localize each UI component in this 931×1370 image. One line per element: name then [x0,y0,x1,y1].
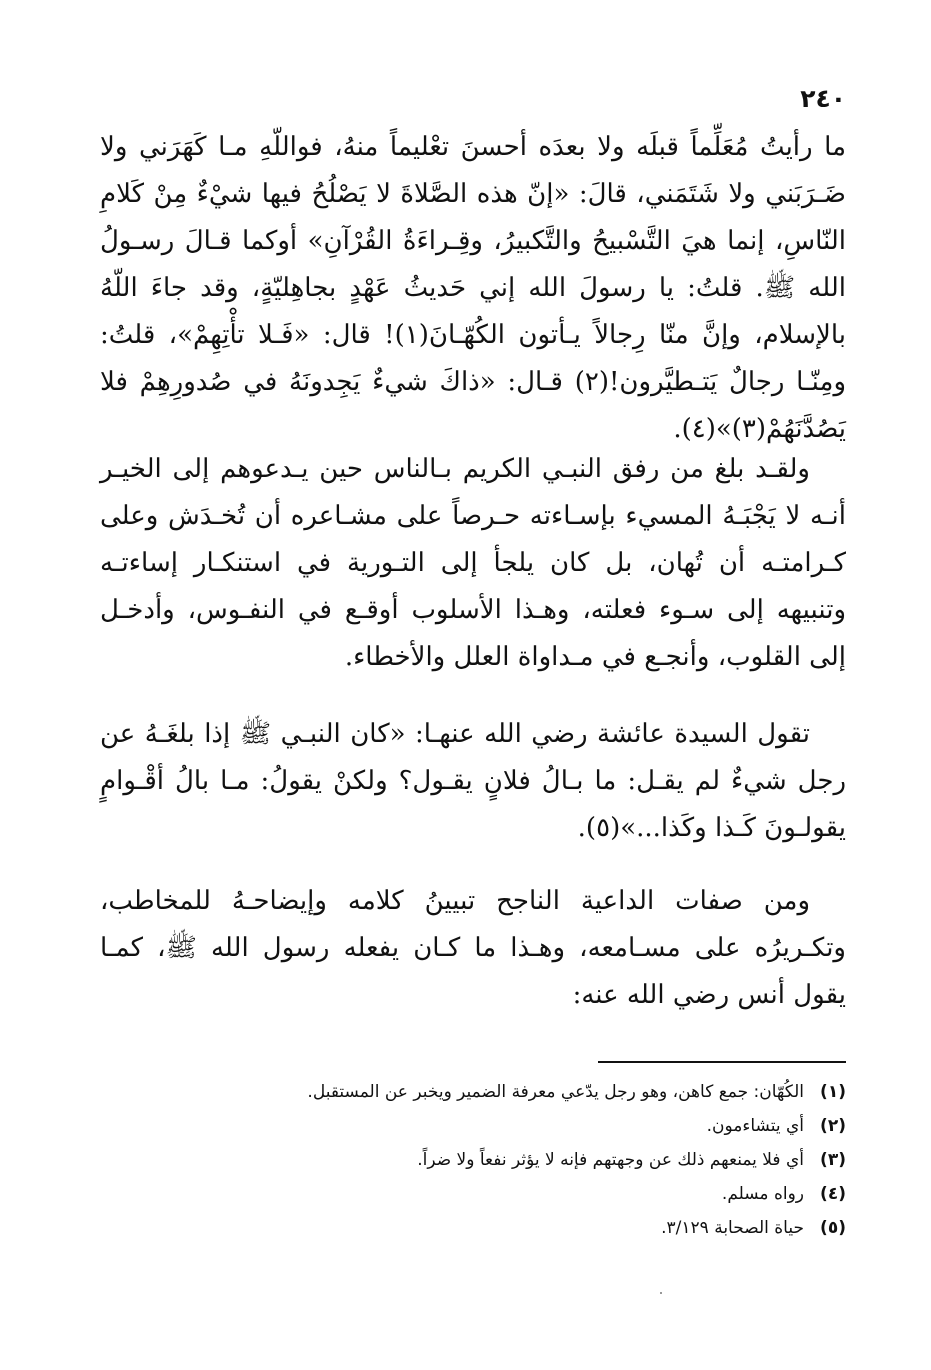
footnote-text: الكُهّان: جمع كاهن، وهو رجل يدّعي معرفة الضمير ويخبر عن المستقبل. [307,1082,804,1102]
footnote-text: أي فلا يمنعهم ذلك عن وجهتهم فإنه لا يؤثر نفعاً ولا ضراً. [417,1150,804,1170]
footnote-text: رواه مسلم. [721,1184,804,1204]
footnote-number: (٢) [820,1116,846,1136]
footnote-item [100,1211,846,1245]
footnote-number: (٣) [820,1150,846,1170]
footnote-number: (١) [820,1082,846,1102]
paragraph-text: ما رأيتُ مُعَلِّماً قبلَه ولا بعدَه أحسنَ تعْليماً منهُ، فواللّهِ مـا كَهَرَني ولا ضَـرَبَني ولا شَتَمَني، قالَ: «إنّ هذه الصَّلاةَ لا يَصْلُحُ فيها شيْءٌ مِنْ كَلامِ النّاسِ، إنما هيَ التَّسْبيحُ والتَّكبيرُ، وقِـراءَةُ القُرْآنِ» أوكما قـالَ رسـولُ الله ﷺ. قلتُ: يا رسولَ الله إني حَديثُ عَهْدٍ بجاهِليّةٍ، وقد جاءَ اللّهُ بالإسلام، وإنَّ منّا رِجالاً يـأتون الكُهّـانَ(١)! قال: «فَـلا تأْتِهِمْ»، قلتُ: ومِنّـا رجالٌ يَتـطيَّرون!(٢) قـال: «ذاكَ شيءٌ يَجِدونَهُ في صُدورِهِمْ فلا يَصُدَّنَهُمْ(٣)»(٤). [100,132,846,444]
paragraph-text: تقول السيدة عائشة رضي الله عنهـا: «كان النبـي ﷺ إذا بلغَـهُ عن رجل شيءٌ لم يقـل: ما بـالُ فلانٍ يقـول؟ ولكنْ يقولُ: مـا بالُ أقْـوامٍ يقولـونَ كَـذا وكَذا...»(٥). [100,719,846,843]
footnote-text: أي يتشاءمون. [706,1116,804,1136]
paragraph-aisha [100,711,846,852]
paragraph-text: ولقـد بلغ من رفق النبـي الكريم بـالناس حين يـدعوهم إلى الخيـر أنـه لا يَجْبَـهُ المسيء بإسـاءته حـرصاً على مشـاعره أن تُخـدَش وعلى كـرامتـه أن تُهان، بل كان يلجأ إلى التـورية في استنكـار إساءتـه وتنبيهه إلى سـوء فعلته، وهـذا الأسلوب أوقـع في النفـوس، وأدخـل إلى القلوب، وأنجـع في مـداواة العلل والأخطاء. [100,454,846,672]
paragraph-clarity [100,878,846,1019]
paragraph-hadith-prayer [100,124,846,453]
paragraph-text: ومن صفات الداعية الناجح تبيينُ كلامه وإيضاحـهُ للمخاطب، وتكـريرُه على مسـامعه، وهـذا ما كـان يفعله رسول الله ﷺ، كمـا يقول أنس رضي الله عنه: [100,886,846,1010]
footnote-divider [598,1061,846,1063]
footnote-item [100,1109,846,1143]
footnote-item [100,1075,846,1109]
footnote-number: (٤) [820,1184,846,1204]
footnote-item [100,1177,846,1211]
page-number: ٢٤٠ [800,84,846,113]
footnote-text: حياة الصحابة ٣/١٢٩. [661,1218,804,1238]
footnote-item [100,1143,846,1177]
footnote-number: (٥) [820,1218,846,1238]
scan-speck [660,1292,662,1294]
footnotes [100,1075,846,1245]
paragraph-gentleness [100,446,846,681]
